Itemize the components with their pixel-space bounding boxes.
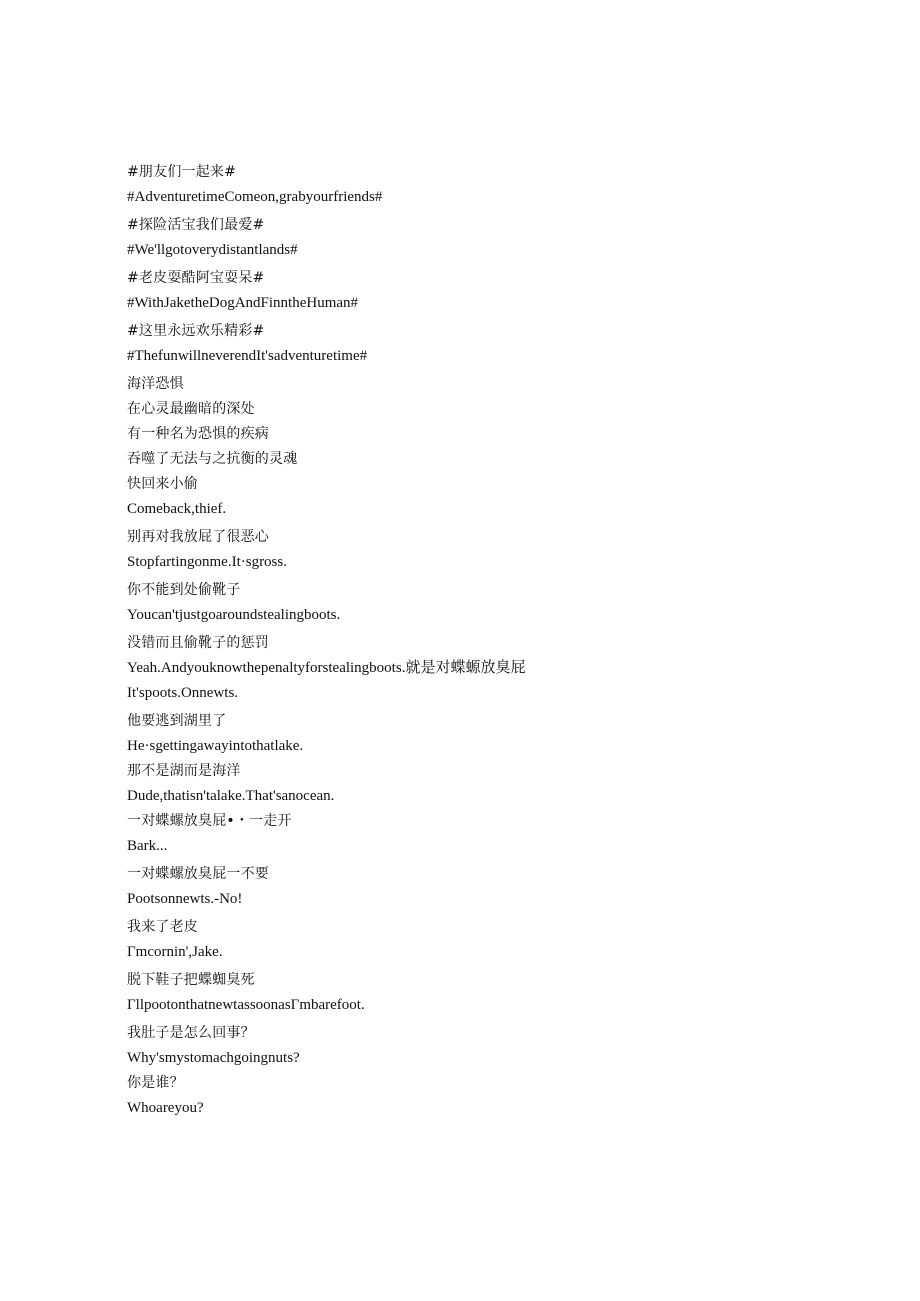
transcript-line: #这里永远欢乐精彩# xyxy=(127,323,265,339)
transcript-line: Youcan'tjustgoaroundstealingboots. xyxy=(127,607,341,623)
transcript-line: 没错而且偷靴子的惩罚 xyxy=(127,635,269,651)
transcript-line: Γmcornin',Jake. xyxy=(127,944,223,960)
transcript-line: #老皮耍酷阿宝耍呆# xyxy=(127,270,265,286)
transcript-line: 他要逃到湖里了 xyxy=(127,713,227,729)
transcript-line: 吞噬了无法与之抗衡的灵魂 xyxy=(127,451,298,467)
transcript-line: 你是谁？ xyxy=(127,1075,184,1091)
transcript-line: He·sgettingawayintothatlake. xyxy=(127,738,304,754)
transcript-line: Dude,thatisn'talake.That'sanocean. xyxy=(127,788,335,804)
transcript-line: #AdventuretimeComeon,grabyourfriends# xyxy=(127,189,383,205)
transcript-line: 快回来小偷 xyxy=(127,476,198,492)
transcript-line: Stopfartingonme.It·sgross. xyxy=(127,554,287,570)
transcript-line: #探险活宝我们最爱# xyxy=(127,217,265,233)
transcript-line: 海洋恐惧 xyxy=(127,376,184,392)
transcript-line: Bark... xyxy=(127,838,168,854)
subtitle-transcript xyxy=(127,162,867,1119)
transcript-line: 脱下鞋子把蝶蜘臭死 xyxy=(127,972,255,988)
transcript-line: #朋友们一起来# xyxy=(127,164,237,180)
transcript-line: ΓllpootonthatnewtassoonasΓmbarefoot. xyxy=(127,997,365,1013)
transcript-line: It'spoots.Onnewts. xyxy=(127,685,239,701)
transcript-line: Comeback,thief. xyxy=(127,501,227,517)
transcript-line: 我肚子是怎么回事？ xyxy=(127,1025,255,1041)
transcript-line: 一对蝶螺放臭屁•・一走开 xyxy=(127,813,292,829)
transcript-line: #ThefunwillneverendIt'sadventuretime# xyxy=(127,348,368,364)
transcript-line: Yeah.Andyouknowthepenaltyforstealingboots.就是对蝶螈放臭屁 xyxy=(127,660,526,676)
transcript-line: Pootsonnewts.-No! xyxy=(127,891,243,907)
transcript-line: 别再对我放屁了很恶心 xyxy=(127,529,269,545)
transcript-line: Why'smystomachgoingnuts? xyxy=(127,1050,300,1066)
transcript-line: #We'llgotoverydistantlands# xyxy=(127,242,298,258)
transcript-line: 你不能到处偷靴子 xyxy=(127,582,241,598)
transcript-line: #WithJaketheDogAndFinntheHuman# xyxy=(127,295,359,311)
transcript-line: 在心灵最幽暗的深处 xyxy=(127,401,255,417)
transcript-line: 那不是湖而是海洋 xyxy=(127,763,241,779)
transcript-line: Whoareyou? xyxy=(127,1100,204,1116)
transcript-line: 有一种名为恐惧的疾病 xyxy=(127,426,269,442)
transcript-line: 我来了老皮 xyxy=(127,919,198,935)
transcript-line: 一对蝶螺放臭屁一不要 xyxy=(127,866,269,882)
